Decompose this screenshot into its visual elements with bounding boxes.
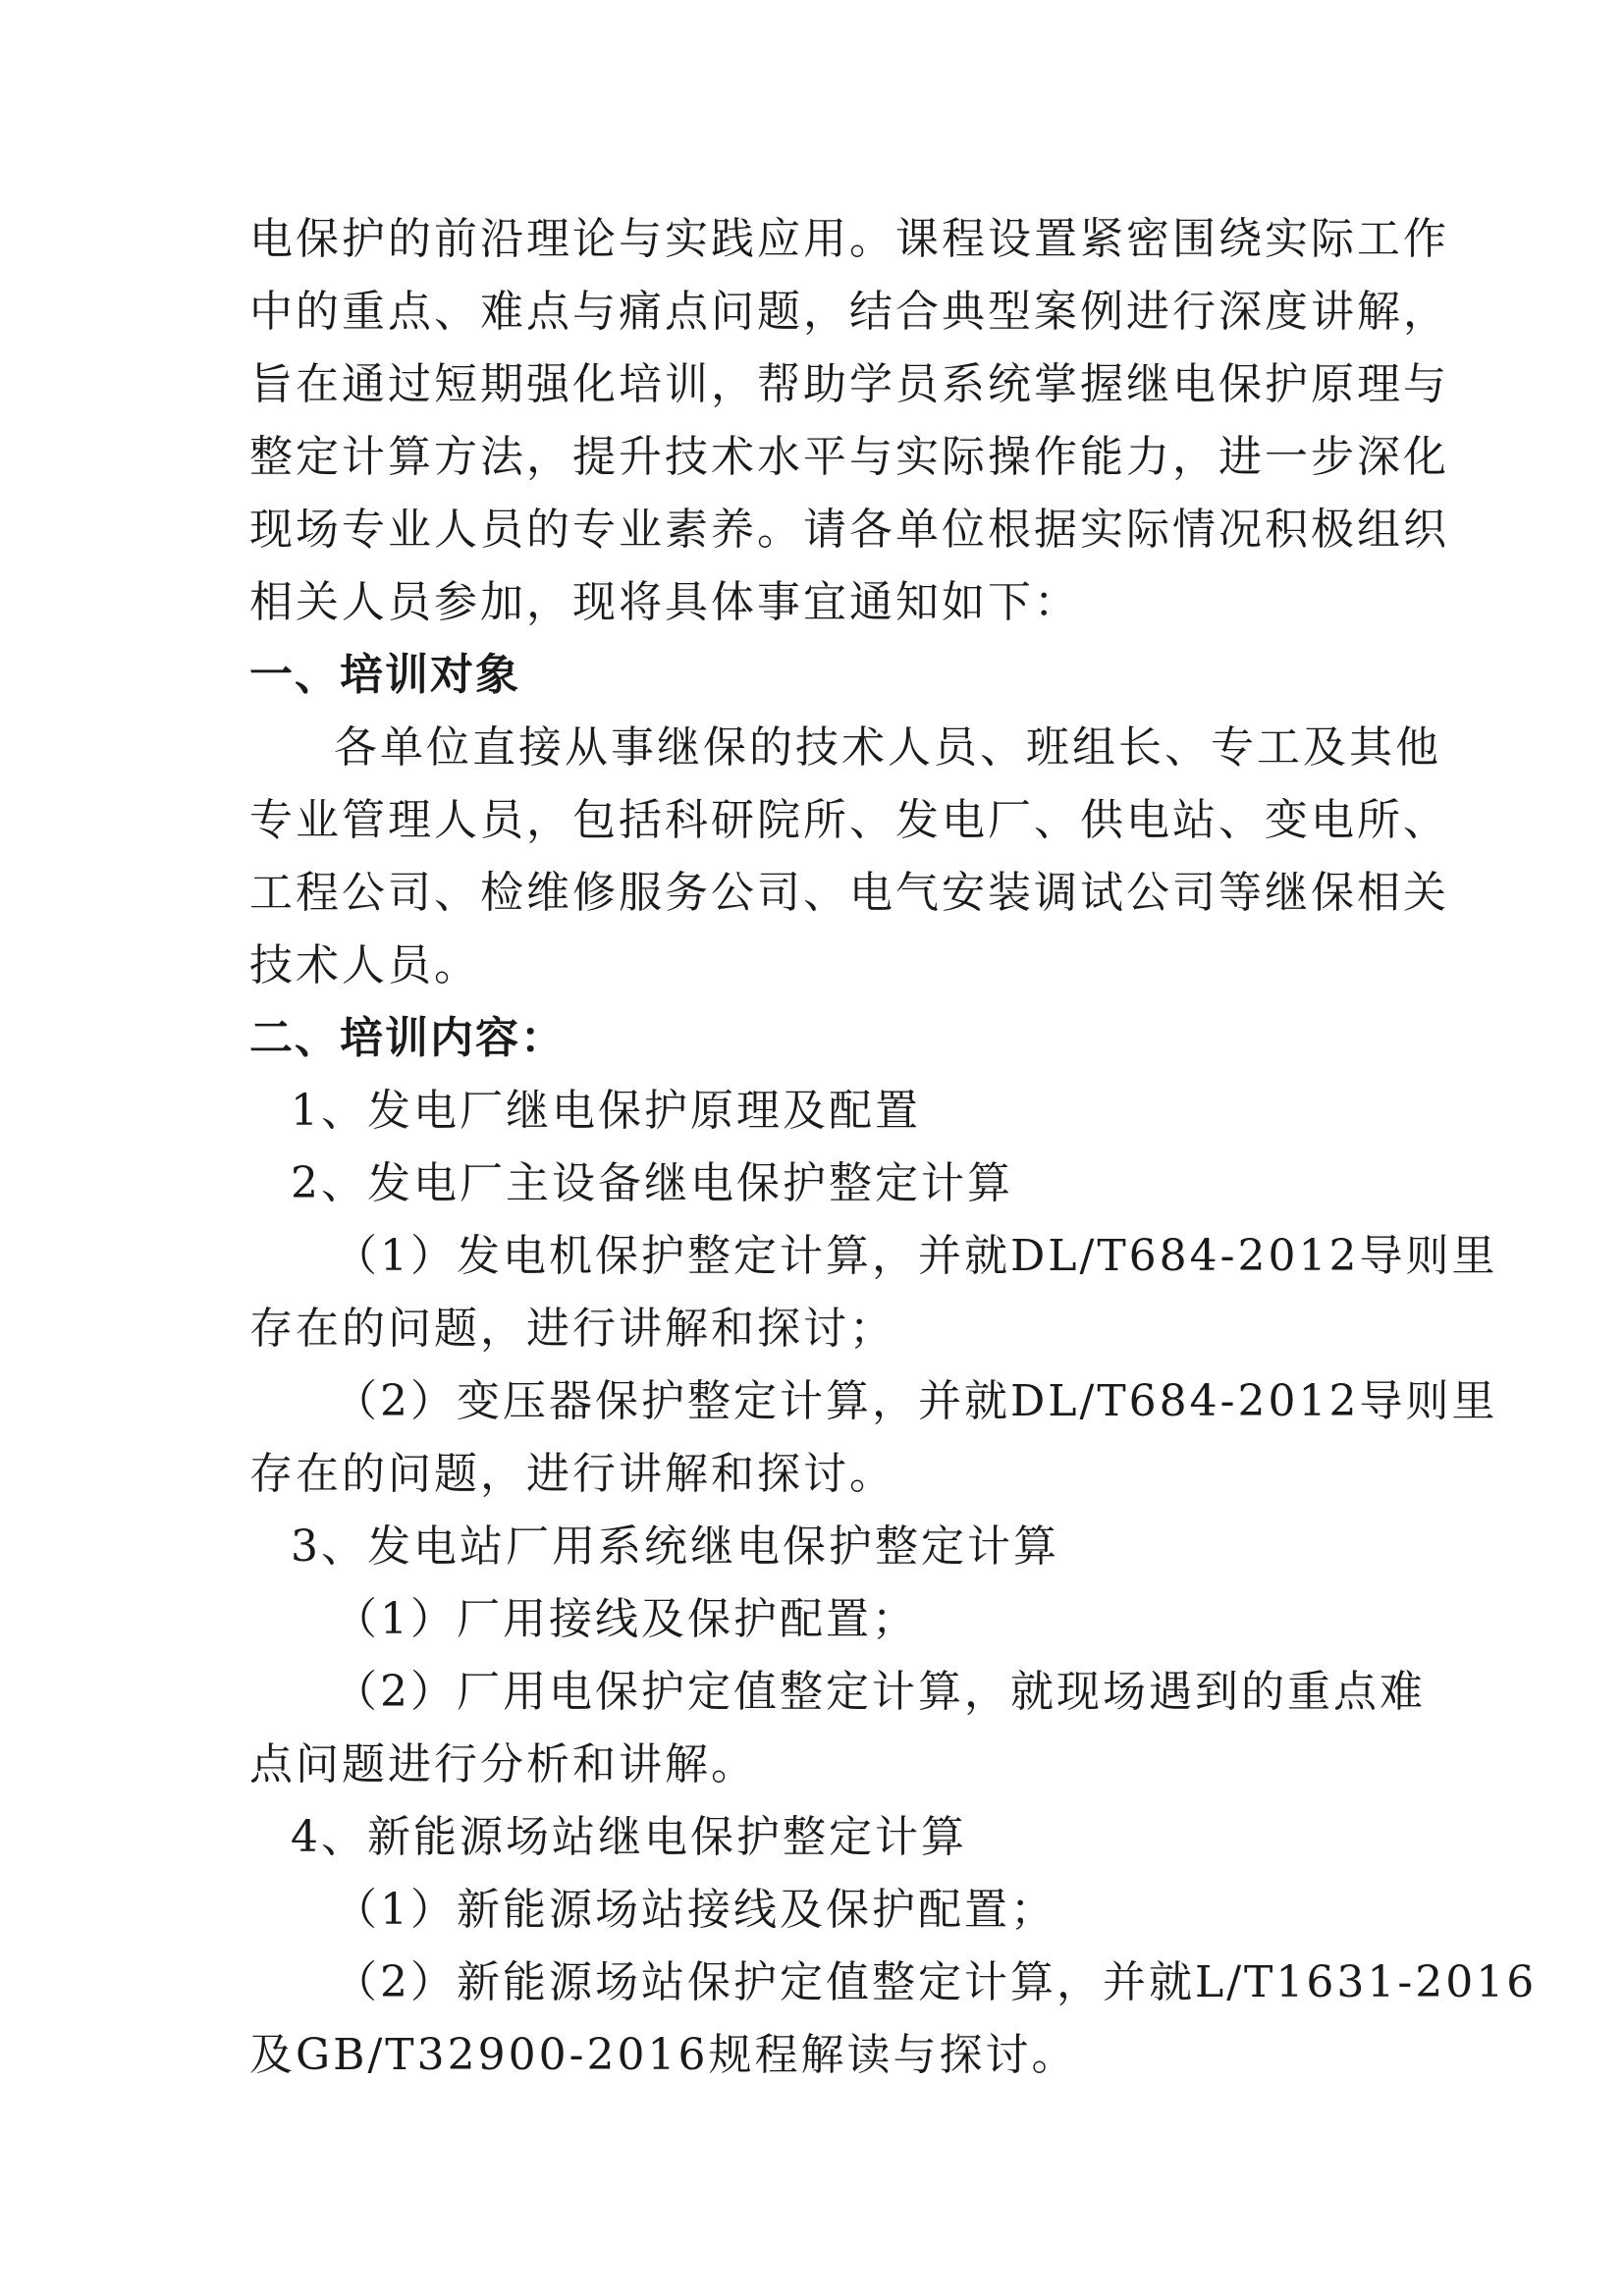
content-item-1: 1、发电厂继电保护原理及配置: [291, 1086, 921, 1136]
intro-line-2: 中的重点、难点与痛点问题，结合典型案例进行深度讲解，: [249, 287, 1449, 337]
content-item-4-sub-2-line-2: 及GB/T32900-2016规程解读与探讨。: [249, 2030, 1078, 2080]
intro-line-5: 现场专业人员的专业素养。请各单位根据实际情况积极组织: [249, 505, 1449, 555]
content-item-3-sub-1: （1）厂用接线及保护配置；: [334, 1594, 918, 1644]
content-item-3-sub-2-line-1: （2）厂用电保护定值整定计算，就现场遇到的重点难: [334, 1667, 1426, 1717]
content-item-4-sub-2-line-1: （2）新能源场站保护定值整定计算，并就L/T1631-2016: [334, 1957, 1538, 2007]
content-item-2: 2、发电厂主设备继电保护整定计算: [291, 1158, 1013, 1208]
intro-line-1: 电保护的前沿理论与实践应用。课程设置紧密围绕实际工作: [249, 214, 1449, 264]
content-item-4-sub-1: （1）新能源场站接线及保护配置；: [334, 1885, 1056, 1935]
section-heading-training-content: 二、培训内容：: [249, 1013, 566, 1063]
content-item-2-sub-1-line-2: 存在的问题，进行讲解和探讨；: [249, 1304, 895, 1354]
section1-line-1: 各单位直接从事继保的技术人员、班组长、专工及其他: [334, 722, 1441, 773]
section-heading-training-target: 一、培训对象: [249, 650, 520, 700]
content-item-3: 3、发电站厂用系统继电保护整定计算: [291, 1522, 1059, 1572]
content-item-4: 4、新能源场站继电保护整定计算: [291, 1812, 967, 1862]
section1-line-4: 技术人员。: [249, 940, 480, 990]
content-item-2-sub-2-line-2: 存在的问题，进行讲解和探讨。: [249, 1449, 895, 1499]
section1-line-2: 专业管理人员，包括科研院所、发电厂、供电站、变电所、: [249, 795, 1449, 845]
content-item-2-sub-1-line-1: （1）发电机保护整定计算，并就DL/T684-2012导则里: [334, 1231, 1498, 1281]
intro-line-4: 整定计算方法，提升技术水平与实际操作能力，进一步深化: [249, 432, 1449, 482]
content-item-3-sub-2-line-2: 点问题进行分析和讲解。: [249, 1739, 757, 1789]
section1-line-3: 工程公司、检维修服务公司、电气安装调试公司等继保相关: [249, 868, 1449, 918]
intro-line-6: 相关人员参加，现将具体事宜通知如下：: [249, 577, 1080, 627]
content-item-2-sub-2-line-1: （2）变压器保护整定计算，并就DL/T684-2012导则里: [334, 1376, 1498, 1426]
intro-line-3: 旨在通过短期强化培训，帮助学员系统掌握继电保护原理与: [249, 359, 1449, 409]
